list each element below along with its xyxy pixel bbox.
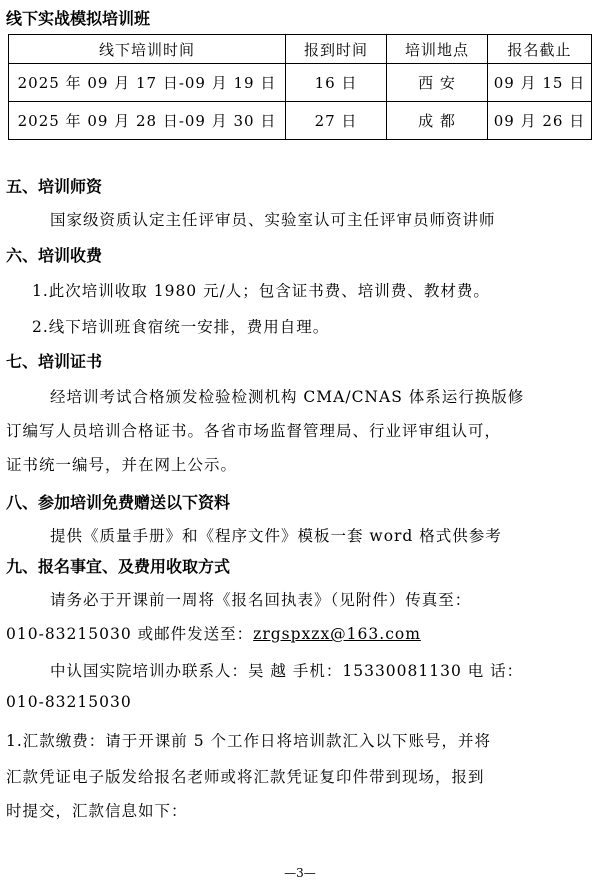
table-cell: 西 安 — [387, 64, 488, 102]
section-heading-certificate: 七、培训证书 — [6, 352, 103, 371]
table-header-cell: 报到时间 — [286, 35, 387, 64]
payment-line: 1.汇款缴费：请于开课前 5 个工作日将培训款汇入以下账号，并将 — [6, 732, 492, 750]
page-title: 线下实战模拟培训班 — [6, 9, 151, 28]
contact-line: 中认国实院培训办联系人：吴 越 手机：15330081130 电 话： — [50, 662, 524, 680]
section-heading-fees: 六、培训收费 — [6, 246, 103, 265]
registration-line: 请务必于开课前一周将《报名回执表》（见附件）传真至： — [50, 591, 472, 609]
certificate-line: 证书统一编号，并在网上公示。 — [6, 456, 238, 474]
section-heading-registration: 九、报名事宜、及费用收取方式 — [6, 557, 231, 576]
teachers-text: 国家级资质认定主任评审员、实验室认可主任评审员师资讲师 — [50, 211, 496, 229]
fee-item: 2.线下培训班食宿统一安排，费用自理。 — [32, 318, 330, 336]
table-cell: 09 月 15 日 — [488, 64, 592, 102]
payment-line: 汇款凭证电子版发给报名老师或将汇款凭证复印件带到现场，报到 — [6, 768, 485, 786]
certificate-line: 订编写人员培训合格证书。各省市场监督管理局、行业评审组认可， — [6, 422, 502, 440]
table-header-cell: 线下培训时间 — [9, 35, 286, 64]
fee-item: 1.此次培训收取 1980 元/人；包含证书费、培训费、教材费。 — [32, 282, 490, 300]
section-heading-teachers: 五、培训师资 — [6, 177, 103, 196]
table-cell: 16 日 — [286, 64, 387, 102]
email-link[interactable]: zrgspxzx@163.com — [253, 625, 421, 643]
table-cell: 2025 年 09 月 28 日-09 月 30 日 — [9, 102, 286, 140]
table-cell: 27 日 — [286, 102, 387, 140]
free-materials-text: 提供《质量手册》和《程序文件》模板一套 word 格式供参考 — [50, 527, 502, 545]
contact-phone: 010-83215030 — [6, 693, 132, 711]
table-header-cell: 培训地点 — [387, 35, 488, 64]
table-header-cell: 报名截止 — [488, 35, 592, 64]
section-heading-free-materials: 八、参加培训免费赠送以下资料 — [6, 493, 231, 512]
payment-line: 时提交，汇款信息如下： — [6, 802, 188, 820]
table-header-row — [9, 35, 592, 64]
table-row — [9, 64, 592, 102]
page-number: —3— — [284, 866, 316, 880]
table-cell: 09 月 26 日 — [488, 102, 592, 140]
table-cell: 成 都 — [387, 102, 488, 140]
schedule-table — [8, 34, 592, 140]
table-row — [9, 102, 592, 140]
certificate-line: 经培训考试合格颁发检验检测机构 CMA/CNAS 体系运行换版修 — [50, 388, 525, 406]
registration-line — [6, 622, 421, 644]
fax-number: 010-83215030 或邮件发送至： — [6, 625, 254, 643]
table-cell: 2025 年 09 月 17 日-09 月 19 日 — [9, 64, 286, 102]
